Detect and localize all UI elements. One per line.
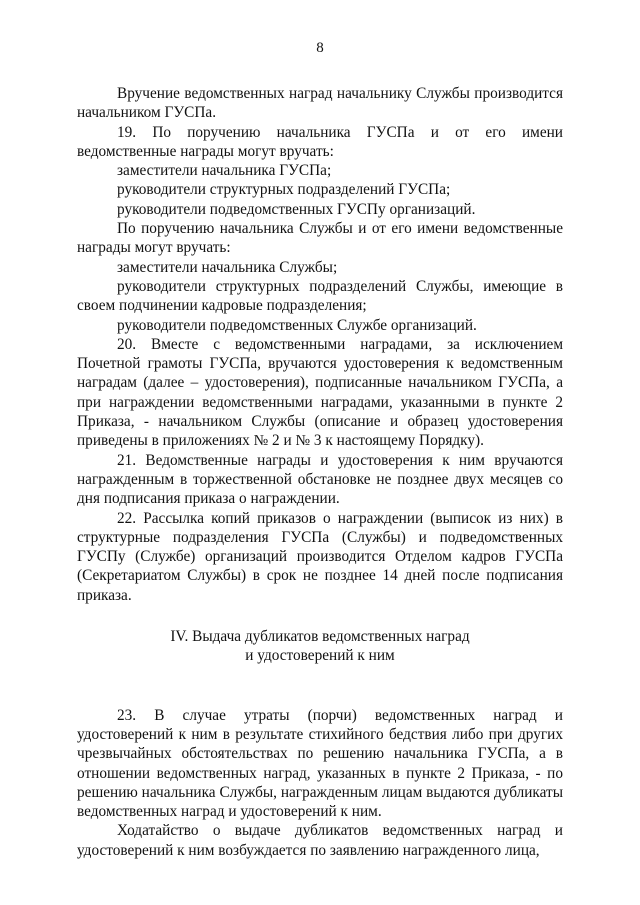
- paragraph-petition: Ходатайство о выдаче дубликатов ведомственных наград и удостоверений к ним возбуждается по заявлению награжденного лица,: [77, 822, 563, 859]
- paragraph-19: 19. По поручению начальника ГУСПа и от его имени ведомственные награды могут вручать:: [77, 123, 563, 160]
- section-heading: [77, 627, 563, 666]
- section-heading-line2: и удостоверений к ним: [245, 647, 395, 665]
- paragraph-22: 22. Рассылка копий приказов о награждении (выписок из них) в структурные подразделения ГУСПа (Службы) и подведомственных ГУСПу (Службе) организаций производится Отделом кадров ГУСПа (Секретариатом Службы) в срок не позднее 14 дней после подписания приказа.: [77, 509, 563, 604]
- paragraph-service-head: По поручению начальника Службы и от его имени ведомственные награды могут вручать:: [77, 220, 563, 257]
- paragraph-award-to-head: Вручение ведомственных наград начальнику Службы производится начальником ГУСПа.: [77, 85, 563, 122]
- section-heading-line1: IV. Выдача дубликатов ведомственных наград: [170, 628, 470, 646]
- list-item: руководители структурных подразделений Службы, имеющие в своем подчинении кадровые подразделения;: [77, 277, 563, 315]
- page-number: 8: [316, 40, 324, 56]
- list-item: руководители структурных подразделений ГУСПа;: [117, 181, 451, 199]
- paragraph-21: 21. Ведомственные награды и удостоверения к ним вручаются награжденным в торжественной обстановке не позднее двух месяцев со дня подписания приказа о награждении.: [77, 451, 563, 508]
- list-item: заместители начальника ГУСПа;: [117, 162, 332, 180]
- list-item: руководители подведомственных ГУСПу организаций.: [117, 200, 476, 218]
- list-item: заместители начальника Службы;: [117, 258, 338, 276]
- list-item: руководители подведомственных Службе организаций.: [117, 316, 477, 334]
- paragraph-20: 20. Вместе с ведомственными наградами, за исключением Почетной грамоты ГУСПа, вручаются удостоверения к ведомственным наградам (далее – удостоверения), подписанные начальником ГУСПа, а при награждении ведомственными наградами, указанными в пункте 2 Приказа, - начальником Службы (описание и образец удостоверения приведены в приложениях № 2 и № 3 к настоящему Порядку).: [77, 335, 563, 450]
- paragraph-23: 23. В случае утраты (порчи) ведомственных наград и удостоверений к ним в результате стихийного бедствия либо при других чрезвычайных обстоятельствах по решению начальника ГУСПа, а в отношении ведомственных наград, указанных в пункте 2 Приказа, - по решению начальника Службы, награжденным лицам выдаются дубликаты ведомственных наград и удостоверений к ним.: [77, 706, 563, 821]
